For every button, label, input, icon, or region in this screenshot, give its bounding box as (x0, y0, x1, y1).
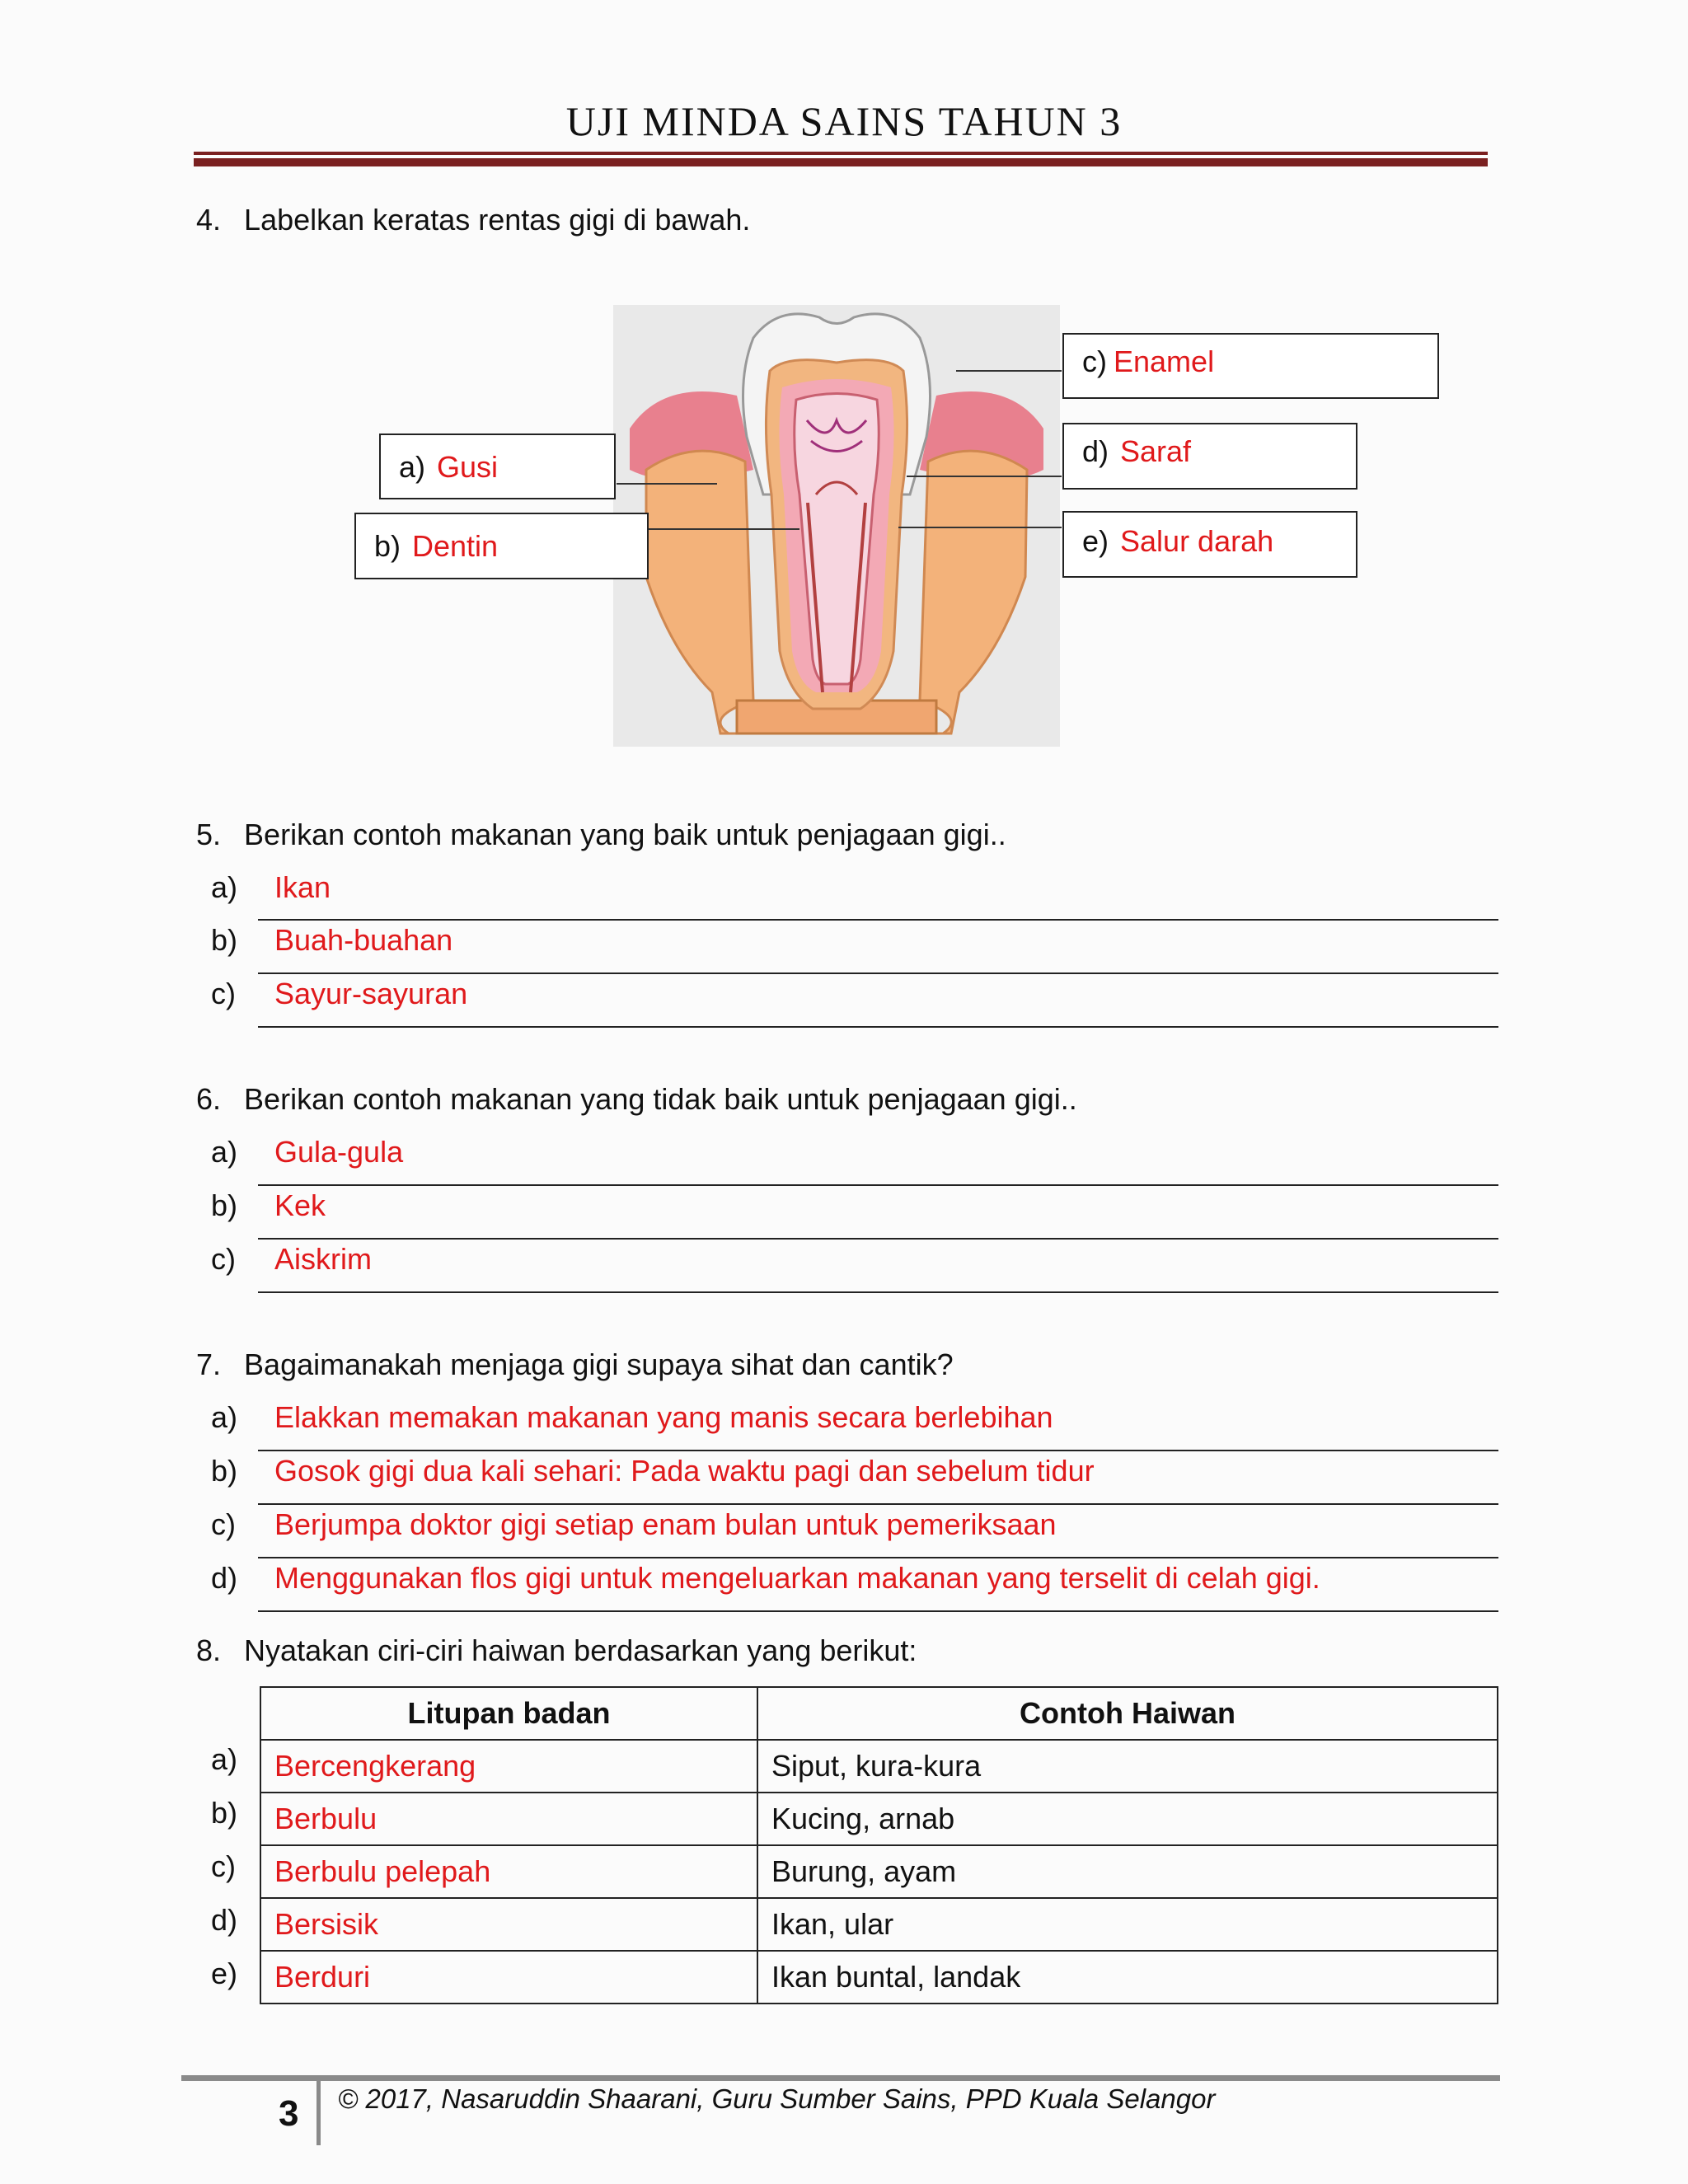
answer-line-text: Kek (274, 1188, 326, 1222)
question-5 (196, 818, 1006, 852)
answer-line (258, 1557, 1498, 1558)
item-letter: b) (211, 1188, 238, 1222)
answer-line (258, 1503, 1498, 1505)
answer-line (258, 1026, 1498, 1028)
question-6 (196, 1082, 1077, 1117)
question-number: 7. (196, 1347, 222, 1381)
label-box-c[interactable]: c) Enamel (1062, 333, 1439, 399)
label-box-b[interactable]: b) Dentin (354, 513, 649, 579)
answer-line (258, 919, 1498, 921)
column-header: Contoh Haiwan (757, 1687, 1498, 1740)
covering-cell: Bercengkerang (260, 1740, 757, 1793)
answer-line-text: Gosok gigi dua kali sehari: Pada waktu pagi dan sebelum tidur (274, 1454, 1095, 1488)
label-answer-enamel: Enamel (1114, 344, 1215, 378)
label-answer-dentin: Dentin (412, 529, 499, 563)
question-number: 4. (196, 203, 222, 237)
covering-cell: Bersisik (260, 1898, 757, 1951)
label-answer-gusi: Gusi (437, 450, 499, 484)
example-cell: Siput, kura-kura (757, 1740, 1498, 1793)
question-number: 6. (196, 1082, 222, 1116)
item-letter: c) (211, 1507, 236, 1541)
answer-line-text: Aiskrim (274, 1242, 372, 1276)
animal-features-table (260, 1686, 1498, 2004)
table-row (260, 1898, 1498, 1951)
item-letter: b) (211, 1454, 238, 1488)
answer-line-text: Menggunakan flos gigi untuk mengeluarkan makanan yang terselit di celah gigi. (274, 1561, 1320, 1595)
table-row (260, 1793, 1498, 1845)
covering-cell: Berbulu pelepah (260, 1845, 757, 1898)
item-letter: a) (211, 870, 238, 904)
question-number: 5. (196, 818, 222, 851)
answer-line-text: Ikan (274, 870, 331, 904)
question-number: 8. (196, 1633, 222, 1667)
item-letter: a) (211, 1400, 238, 1434)
answer-line (258, 1238, 1498, 1240)
answer-line-text: Sayur-sayuran (274, 977, 468, 1010)
item-letter: a) (211, 1135, 238, 1169)
label-answer-saraf: Saraf (1120, 434, 1192, 468)
answer-line (258, 1610, 1498, 1612)
answer-line-text: Gula-gula (274, 1135, 404, 1169)
item-letter: c) (211, 977, 236, 1010)
question-text: Labelkan keratas rentas gigi di bawah. (244, 203, 751, 237)
footer-rule (181, 2075, 1500, 2081)
item-letter: c) (211, 1242, 236, 1276)
row-letter: e) (211, 1957, 238, 1990)
answer-line (258, 1184, 1498, 1186)
table-row (260, 1951, 1498, 2004)
table-header-row (260, 1687, 1498, 1740)
title-rule (194, 152, 1488, 155)
table-row (260, 1740, 1498, 1793)
covering-cell: Berbulu (260, 1793, 757, 1845)
example-cell: Ikan, ular (757, 1898, 1498, 1951)
label-box-a[interactable]: a) Gusi (379, 434, 616, 499)
example-cell: Burung, ayam (757, 1845, 1498, 1898)
question-7 (196, 1347, 954, 1382)
example-cell: Ikan buntal, landak (757, 1951, 1498, 2004)
label-answer-salur-darah: Salur darah (1120, 524, 1274, 558)
covering-cell: Berduri (260, 1951, 757, 2004)
question-text: Berikan contoh makanan yang tidak baik untuk penjagaan gigi.. (244, 1082, 1077, 1116)
footer-divider (316, 2081, 321, 2145)
row-letter: a) (211, 1742, 238, 1776)
title-rule-thick (194, 158, 1488, 166)
answer-line-text: Elakkan memakan makanan yang manis secara berlebihan (274, 1400, 1053, 1434)
row-letter: c) (211, 1849, 236, 1883)
footer-copyright: © 2017, Nasaruddin Shaarani, Guru Sumber Sains, PPD Kuala Selangor (338, 2083, 1216, 2114)
example-cell: Kucing, arnab (757, 1793, 1498, 1845)
row-letter: b) (211, 1796, 238, 1830)
question-text: Berikan contoh makanan yang baik untuk penjagaan gigi.. (244, 818, 1006, 851)
page-number: 3 (279, 2093, 299, 2134)
answer-line (258, 1291, 1498, 1293)
question-8 (196, 1633, 917, 1668)
label-box-e[interactable]: e) Salur darah (1062, 511, 1357, 578)
page-title: UJI MINDA SAINS TAHUN 3 (565, 98, 1123, 144)
column-header: Litupan badan (260, 1687, 757, 1740)
label-box-d[interactable]: d) Saraf (1062, 423, 1357, 490)
answer-line-text: Berjumpa doktor gigi setiap enam bulan untuk pemeriksaan (274, 1507, 1057, 1541)
answer-line-text: Buah-buahan (274, 923, 453, 957)
question-text: Bagaimanakah menjaga gigi supaya sihat dan cantik? (244, 1347, 954, 1381)
item-letter: d) (211, 1561, 238, 1595)
row-letter: d) (211, 1903, 238, 1937)
label-leader-lines (610, 354, 1071, 544)
table-row (260, 1845, 1498, 1898)
answer-line (258, 972, 1498, 974)
item-letter: b) (211, 923, 238, 957)
question-text: Nyatakan ciri-ciri haiwan berdasarkan yang berikut: (244, 1633, 917, 1667)
answer-line (258, 1450, 1498, 1451)
question-4 (196, 203, 750, 237)
